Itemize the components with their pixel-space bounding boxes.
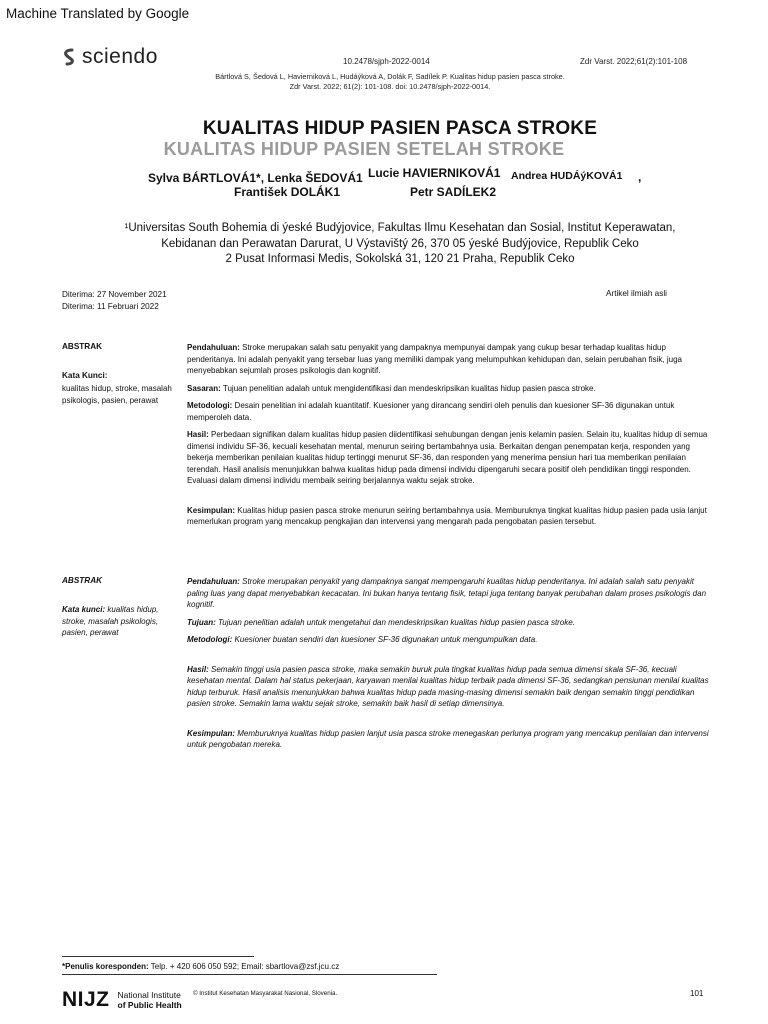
correspondence: *Penulis koresponden: Telp. + 420 606 050 592; Email: sbartlova@zsf.jcu.cz [62, 962, 340, 971]
nijz-logo [62, 988, 182, 1012]
abstract-1-methods: Metodologi: Desain penelitian ini adalah kuantitatif. Kuesioner yang dirancang sendiri oleh penulis dan kuesioner SF-36 digunakan untuk memperoleh data. [187, 401, 675, 422]
abstract-2-aim: Tujuan: Tujuan penelitian adalah untuk mengetahui dan mendeskripsikan kualitas hidup pasien pasca stroke. [187, 617, 575, 627]
footnote-rule [62, 956, 254, 957]
sciendo-wordmark: sciendo [82, 45, 158, 68]
abstract-1-aim: Sasaran: Tujuan penelitian adalah untuk mengidentifikasi dan mendeskripsikan kualitas hidup pasien pasca stroke. [187, 383, 596, 393]
accepted-date: Diterima: 11 Februari 2022 [62, 301, 159, 311]
affiliation-2: 2 Pusat Informasi Medis, Sokolská 31, 120 21 Praha, Republik Ceko [225, 253, 575, 265]
author-separator: , [638, 170, 642, 184]
abstract-heading-2: ABSTRAK [62, 576, 103, 585]
doi: 10.2478/sjph-2022-0014 [343, 57, 430, 66]
keywords-2-text: kualitas hidup, stroke, masalah psikologis, pasien, perawat [62, 605, 159, 637]
received-date: Diterima: 27 November 2021 [62, 290, 167, 299]
sciendo-logo [62, 45, 158, 69]
abstract-body-2 [187, 576, 709, 757]
journal-reference: Zdr Varst. 2022;61(2):101-108 [580, 57, 688, 66]
keywords-heading-1: Kata Kunci: [62, 371, 108, 380]
keywords-1: kualitas hidup, stroke, masalah psikologis, pasien, perawat [62, 384, 172, 405]
citation-line-1: Bártlová S, Šedová L, Havierniková L, Hudáýková A, Dolák F, Sadílek P. Kualitas hidup pasien pasca stroke. [215, 72, 565, 81]
keywords-heading-2: Kata kunci: [62, 605, 106, 614]
author-line-1a: Sylva BÁRTLOVÁ1*, Lenka ŠEDOVÁ1 [148, 171, 363, 185]
author-line-2b: Petr SADÍLEK2 [410, 185, 497, 199]
nijz-subtitle: National Institute of Public Health [117, 990, 182, 1010]
abstract-body-1 [187, 342, 709, 534]
copyright: © Institut Kesehatan Masyarakat Nasional, Slovenia. [193, 990, 338, 997]
affiliation-1-cont: Kebidanan dan Perawatan Darurat, U Výstavištý 26, 370 05 ýeské Budýjovice, Republik Ceko [161, 237, 639, 250]
citation [120, 72, 660, 91]
article-type: Artikel ilmiah asli [606, 289, 667, 298]
abstract-2-intro: Pendahuluan: Stroke merupakan penyakit yang dampaknya sangat mempengaruhi kualitas hidup penderitanya. Ini adalah salah satu penyakit paling luas yang dapat menyebabkan kecacatan. Ini bukan hanya tentang fisik, tetapi juga tentang banyak perubahan dalam proses psikologis dan kognitif. [187, 577, 707, 609]
title-alternate: KUALITAS HIDUP PASIEN SETELAH STROKE [163, 139, 565, 159]
abstract-1-intro: Pendahuluan: Stroke merupakan salah satu penyakit yang dampaknya mempunyai dampak yang cukup besar terhadap kualitas hidup penderitanya. Ini adalah penyakit yang tersebar luas yang memiliki dampak yang melumpuhkan kehidupan dan, selain perubahan fisik, juga menyebabkan sejumlah proses psikologis dan kognitif. [187, 343, 682, 375]
citation-line-2: Zdr Varst. 2022; 61(2): 101-108. doi: 10.2478/sjph-2022-0014. [289, 81, 491, 91]
abstract-2-conclusion: Kesimpulan: Memburuknya kualitas hidup pasien lanjut usia pasca stroke menegaskan perlunya program yang mencakup penilaian dan intervensi untuk pengobatan mereka. [187, 728, 709, 749]
footnote-underline [62, 974, 437, 975]
abstract-2-results: Hasil: Semakin tinggi usia pasien pasca stroke, maka semakin buruk pula tingkat kualitas hidup pada semua dimensi skala SF-36, kecuali kesehatan mental. Dalam hal status pekerjaan, karyawan menilai kualitas hidup terbaik pada dimensi SF-36, sedangkan pensiunan menilai kualitas hidup terburuk. Hasil analisis menunjukkan bahwa kualitas hidup pada masing-masing dimensi semakin baik dengan semakin tinggi pendidikan pasien stroke. Semakin lama waktu sejak stroke, semakin baik hasil di setiap dimensinya. [187, 664, 709, 708]
affiliations [60, 221, 740, 268]
sciendo-logo-icon [62, 48, 76, 66]
page-number: 101 [690, 989, 704, 998]
abstract-heading-1: ABSTRAK [62, 342, 103, 351]
dates [62, 289, 167, 312]
keywords-2 [62, 604, 162, 639]
nijz-wordmark: NIJZ [62, 988, 110, 1011]
author-line-1c: Andrea HUDÁýKOVÁ1 [511, 170, 623, 182]
abstract-2-methods: Metodologi: Kuesioner buatan sendiri dan kuesioner SF-36 digunakan untuk mengumpulkan data. [187, 635, 538, 644]
abstract-1-results: Hasil: Perbedaan signifikan dalam kualitas hidup pasien diidentifikasi sehubungan dengan jenis kelamin pasien. Selain itu, kualitas hidup di semua dimensi individu SF-36, kecuali kesehatan mental, menurun seiring bertambahnya usia. Berkaitan dengan penempatan kerja, responden yang bekerja memberikan penilaian kualitas hidup tertinggi menurut SF-36, dan responden yang menerima pensiun hari tua memberikan penilaian terendah. Hasil analisis menunjukkan bahwa kualitas hidup pada dimensi individu dipengaruhi secara positif oleh pendidikan tinggi responden. Evaluasi dalam dimensi individu membaik seiring berjalannya waktu sejak stroke. [187, 430, 708, 485]
author-line-2a: František DOLÁK1 [234, 185, 341, 199]
machine-translation-banner: Machine Translated by Google [6, 6, 190, 21]
author-line-1b: Lucie HAVIERNIKOVÁ1 [368, 166, 501, 180]
affiliation-1: ¹Universitas South Bohemia di ýeské Budýjovice, Fakultas Ilmu Kesehatan dan Sosial, Institut Keperawatan, [124, 222, 676, 234]
abstract-1-conclusion: Kesimpulan: Kualitas hidup pasien pasca stroke menurun seiring bertambahnya usia. Memburuknya tingkat kualitas hidup pasien pada usia lanjut memerlukan program yang mencakup pengkajian dan intervensi yang mengarah pada pengobatan pasien tersebut. [187, 505, 707, 526]
title-main: KUALITAS HIDUP PASIEN PASCA STROKE [202, 118, 598, 139]
